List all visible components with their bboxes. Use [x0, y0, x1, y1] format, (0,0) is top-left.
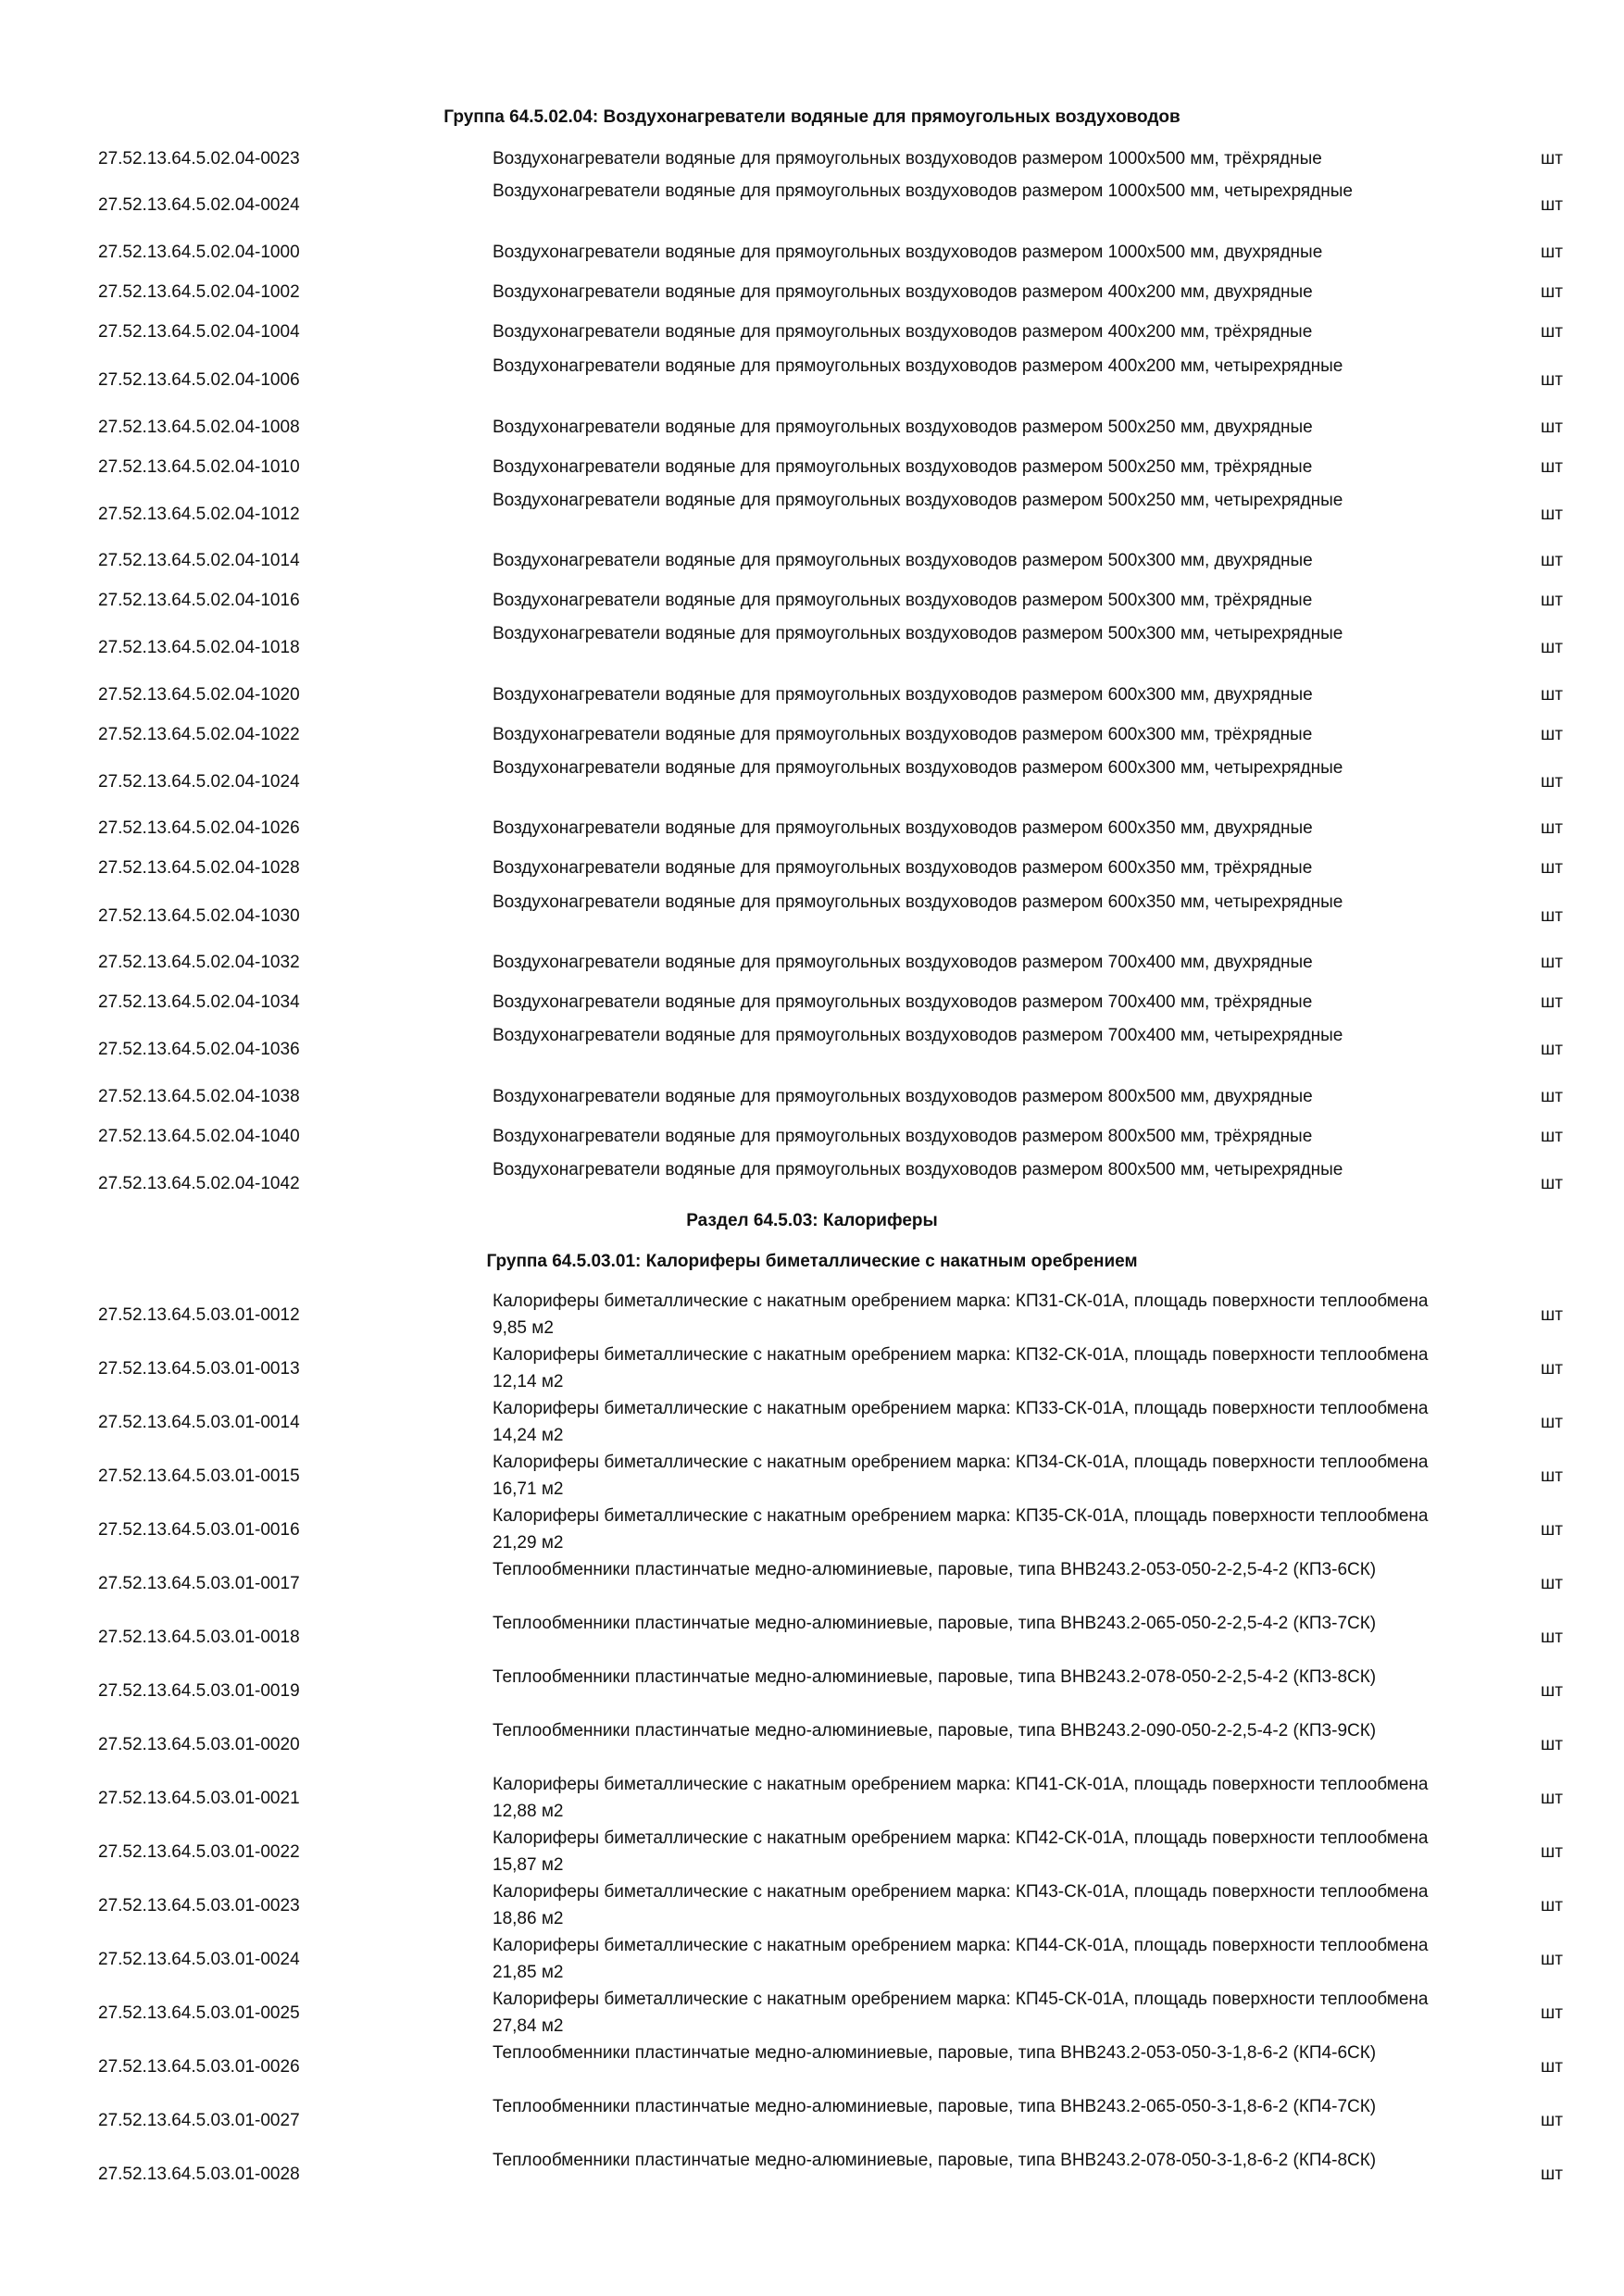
table-row — [0, 353, 1624, 406]
item-code: 27.52.13.64.5.03.01-0022 — [98, 1841, 300, 1862]
item-unit: шт — [1541, 1358, 1563, 1379]
item-code: 27.52.13.64.5.02.04-1018 — [98, 637, 300, 657]
item-unit: шт — [1541, 1573, 1563, 1593]
table-row — [0, 1503, 1624, 1556]
item-description: Воздухонагреватели водяные для прямоугольных воздуховодов размером 800x500 мм, четырехрядные — [493, 1160, 1343, 1179]
item-description: Теплообменники пластинчатые медно-алюминиевые, паровые, типа ВНВ243.2-090-050-2-2,5-4-2 (КП3-9СК) — [493, 1721, 1377, 1741]
item-code: 27.52.13.64.5.02.04-1024 — [98, 771, 300, 792]
table-row — [0, 1288, 1624, 1341]
table-row — [0, 1825, 1624, 1878]
table-row — [0, 2147, 1624, 2201]
item-code: 27.52.13.64.5.02.04-1042 — [98, 1173, 300, 1193]
item-code: 27.52.13.64.5.03.01-0012 — [98, 1304, 300, 1325]
table-row — [0, 487, 1624, 541]
item-description: Воздухонагреватели водяные для прямоугольных воздуховодов размером 500x250 мм, четырехрядные — [493, 491, 1343, 510]
item-code: 27.52.13.64.5.02.04-1038 — [98, 1087, 300, 1106]
item-code: 27.52.13.64.5.02.04-1006 — [98, 369, 300, 390]
item-description: Воздухонагреватели водяные для прямоугольных воздуховодов размером 1000x500 мм, четырехрядные — [493, 181, 1353, 201]
item-code: 27.52.13.64.5.03.01-0016 — [98, 1519, 300, 1540]
item-unit: шт — [1541, 1304, 1563, 1325]
item-code: 27.52.13.64.5.03.01-0028 — [98, 2164, 300, 2184]
item-description: Воздухонагреватели водяные для прямоугольных воздуховодов размером 600x300 мм, трёхрядные — [493, 725, 1313, 744]
item-unit: шт — [1541, 1087, 1563, 1106]
item-description: Калориферы биметаллические с накатным оребрением марка: КП44-СК-01А, площадь поверхности теплообмена 21,85 м2 — [493, 1936, 1429, 1982]
item-unit: шт — [1541, 1788, 1563, 1808]
item-unit: шт — [1541, 1127, 1563, 1146]
item-code: 27.52.13.64.5.03.01-0017 — [98, 1573, 300, 1593]
item-description: Воздухонагреватели водяные для прямоугольных воздуховодов размером 600x350 мм, двухрядные — [493, 818, 1313, 838]
table-row — [0, 587, 1624, 614]
item-description: Воздухонагреватели водяные для прямоугольных воздуховодов размером 800x500 мм, двухрядные — [493, 1087, 1313, 1106]
table-row — [0, 547, 1624, 574]
item-unit: шт — [1541, 637, 1563, 657]
item-code: 27.52.13.64.5.02.04-1034 — [98, 992, 300, 1012]
item-unit: шт — [1541, 551, 1563, 570]
item-unit: шт — [1541, 771, 1563, 792]
table-row — [0, 239, 1624, 266]
table-row — [0, 1083, 1624, 1110]
table-row — [0, 178, 1624, 231]
item-code: 27.52.13.64.5.03.01-0018 — [98, 1627, 300, 1647]
table-row — [0, 1932, 1624, 1986]
table-row — [0, 815, 1624, 842]
table-row — [0, 1986, 1624, 2040]
item-description: Воздухонагреватели водяные для прямоугольных воздуховодов размером 600x300 мм, четырехрядные — [493, 758, 1343, 778]
item-unit: шт — [1541, 1466, 1563, 1486]
item-description: Калориферы биметаллические с накатным оребрением марка: КП42-СК-01А, площадь поверхности теплообмена 15,87 м2 — [493, 1828, 1429, 1875]
table-row — [0, 318, 1624, 345]
table-row — [0, 721, 1624, 748]
item-description: Калориферы биметаллические с накатным оребрением марка: КП32-СК-01А, площадь поверхности теплообмена 12,14 м2 — [493, 1345, 1429, 1391]
item-code: 27.52.13.64.5.02.04-1032 — [98, 953, 300, 972]
item-description: Теплообменники пластинчатые медно-алюминиевые, паровые, типа ВНВ243.2-065-050-3-1,8-6-2 (КП4-7СК) — [493, 2097, 1377, 2116]
item-code: 27.52.13.64.5.03.01-0027 — [98, 2110, 300, 2130]
item-code: 27.52.13.64.5.03.01-0023 — [98, 1895, 300, 1915]
item-code: 27.52.13.64.5.02.04-1016 — [98, 591, 300, 610]
item-code: 27.52.13.64.5.03.01-0020 — [98, 1734, 300, 1754]
table-row — [0, 989, 1624, 1016]
item-unit: шт — [1541, 818, 1563, 838]
item-unit: шт — [1541, 1039, 1563, 1059]
item-description: Воздухонагреватели водяные для прямоугольных воздуховодов размером 500x250 мм, двухрядные — [493, 418, 1313, 437]
item-description: Теплообменники пластинчатые медно-алюминиевые, паровые, типа ВНВ243.2-078-050-3-1,8-6-2 (КП4-8СК) — [493, 2151, 1377, 2170]
item-description: Калориферы биметаллические с накатным оребрением марка: КП45-СК-01А, площадь поверхности теплообмена 27,84 м2 — [493, 1990, 1429, 2036]
item-description: Калориферы биметаллические с накатным оребрением марка: КП41-СК-01А, площадь поверхности теплообмена 12,88 м2 — [493, 1775, 1429, 1821]
table-row — [0, 279, 1624, 306]
table-row — [0, 1610, 1624, 1664]
item-unit: шт — [1541, 591, 1563, 610]
item-description: Теплообменники пластинчатые медно-алюминиевые, паровые, типа ВНВ243.2-053-050-2-2,5-4-2 (КП3-6СК) — [493, 1560, 1377, 1579]
item-unit: шт — [1541, 1173, 1563, 1193]
item-code: 27.52.13.64.5.03.01-0019 — [98, 1680, 300, 1701]
table-row — [0, 1664, 1624, 1717]
item-code: 27.52.13.64.5.02.04-1020 — [98, 685, 300, 705]
item-description: Воздухонагреватели водяные для прямоугольных воздуховодов размером 500x300 мм, двухрядные — [493, 551, 1313, 570]
item-description: Теплообменники пластинчатые медно-алюминиевые, паровые, типа ВНВ243.2-065-050-2-2,5-4-2 (КП3-7СК) — [493, 1614, 1377, 1633]
item-description: Теплообменники пластинчатые медно-алюминиевые, паровые, типа ВНВ243.2-078-050-2-2,5-4-2 (КП3-8СК) — [493, 1667, 1377, 1687]
item-description: Воздухонагреватели водяные для прямоугольных воздуховодов размером 600x350 мм, трёхрядные — [493, 858, 1313, 878]
table-row — [0, 1717, 1624, 1771]
item-description: Воздухонагреватели водяные для прямоугольных воздуховодов размером 600x350 мм, четырехрядные — [493, 892, 1343, 912]
item-description: Воздухонагреватели водяные для прямоугольных воздуховодов размером 800x500 мм, трёхрядные — [493, 1127, 1313, 1146]
item-unit: шт — [1541, 1519, 1563, 1540]
item-unit: шт — [1541, 149, 1563, 168]
table-row — [0, 620, 1624, 674]
table-row — [0, 2040, 1624, 2093]
item-code: 27.52.13.64.5.02.04-0023 — [98, 149, 300, 168]
item-unit: шт — [1541, 1895, 1563, 1915]
item-description: Воздухонагреватели водяные для прямоугольных воздуховодов размером 500x250 мм, трёхрядные — [493, 457, 1313, 477]
table-row — [0, 855, 1624, 881]
item-unit: шт — [1541, 369, 1563, 390]
item-code: 27.52.13.64.5.03.01-0026 — [98, 2056, 300, 2077]
item-code: 27.52.13.64.5.02.04-0024 — [98, 194, 300, 215]
item-code: 27.52.13.64.5.02.04-1040 — [98, 1127, 300, 1146]
table-row — [0, 681, 1624, 708]
item-description: Воздухонагреватели водяные для прямоугольных воздуховодов размером 1000x500 мм, трёхрядные — [493, 149, 1322, 168]
item-unit: шт — [1541, 858, 1563, 878]
item-code: 27.52.13.64.5.02.04-1036 — [98, 1039, 300, 1059]
item-description: Воздухонагреватели водяные для прямоугольных воздуховодов размером 1000x500 мм, двухрядные — [493, 243, 1323, 262]
item-description: Воздухонагреватели водяные для прямоугольных воздуховодов размером 400x200 мм, двухрядные — [493, 282, 1313, 302]
table-row — [0, 1156, 1624, 1210]
item-code: 27.52.13.64.5.03.01-0015 — [98, 1466, 300, 1486]
item-unit: шт — [1541, 418, 1563, 437]
group-heading-64-5-03-01: Группа 64.5.03.01: Калориферы биметаллические с накатным оребрением — [486, 1252, 1138, 1271]
item-code: 27.52.13.64.5.03.01-0013 — [98, 1358, 300, 1379]
item-unit: шт — [1541, 1734, 1563, 1754]
item-unit: шт — [1541, 282, 1563, 302]
item-description: Воздухонагреватели водяные для прямоугольных воздуховодов размером 500x300 мм, четырехрядные — [493, 624, 1343, 643]
item-code: 27.52.13.64.5.02.04-1000 — [98, 243, 300, 262]
item-unit: шт — [1541, 1680, 1563, 1701]
item-unit: шт — [1541, 685, 1563, 705]
item-description: Калориферы биметаллические с накатным оребрением марка: КП31-СК-01А, площадь поверхности теплообмена 9,85 м2 — [493, 1292, 1429, 1338]
item-code: 27.52.13.64.5.03.01-0021 — [98, 1788, 300, 1808]
item-code: 27.52.13.64.5.02.04-1022 — [98, 725, 300, 744]
item-description: Калориферы биметаллические с накатным оребрением марка: КП43-СК-01А, площадь поверхности теплообмена 18,86 м2 — [493, 1882, 1429, 1928]
item-unit: шт — [1541, 243, 1563, 262]
table-row — [0, 1878, 1624, 1932]
item-description: Воздухонагреватели водяные для прямоугольных воздуховодов размером 400x200 мм, трёхрядные — [493, 322, 1313, 342]
item-unit: шт — [1541, 504, 1563, 524]
item-unit: шт — [1541, 1841, 1563, 1862]
item-description: Воздухонагреватели водяные для прямоугольных воздуховодов размером 700x400 мм, четырехрядные — [493, 1026, 1343, 1045]
item-code: 27.52.13.64.5.02.04-1010 — [98, 457, 300, 477]
item-code: 27.52.13.64.5.02.04-1004 — [98, 322, 300, 342]
item-description: Калориферы биметаллические с накатным оребрением марка: КП33-СК-01А, площадь поверхности теплообмена 14,24 м2 — [493, 1399, 1429, 1445]
item-code: 27.52.13.64.5.02.04-1002 — [98, 282, 300, 302]
table-row — [0, 1556, 1624, 1610]
item-description: Теплообменники пластинчатые медно-алюминиевые, паровые, типа ВНВ243.2-053-050-3-1,8-6-2 (КП4-6СК) — [493, 2043, 1377, 2063]
table-row — [0, 1449, 1624, 1503]
group-heading-64-5-02-04: Группа 64.5.02.04: Воздухонагреватели водяные для прямоугольных воздуховодов — [443, 107, 1181, 127]
item-unit: шт — [1541, 322, 1563, 342]
table-row — [0, 1341, 1624, 1395]
item-unit: шт — [1541, 992, 1563, 1012]
item-code: 27.52.13.64.5.03.01-0014 — [98, 1412, 300, 1432]
item-description: Калориферы биметаллические с накатным оребрением марка: КП34-СК-01А, площадь поверхности теплообмена 16,71 м2 — [493, 1453, 1429, 1499]
item-code: 27.52.13.64.5.02.04-1012 — [98, 504, 300, 524]
item-description: Воздухонагреватели водяные для прямоугольных воздуховодов размером 700x400 мм, трёхрядные — [493, 992, 1313, 1012]
item-unit: шт — [1541, 194, 1563, 215]
item-unit: шт — [1541, 457, 1563, 477]
item-description: Воздухонагреватели водяные для прямоугольных воздуховодов размером 500x300 мм, трёхрядные — [493, 591, 1313, 610]
item-code: 27.52.13.64.5.02.04-1028 — [98, 858, 300, 878]
item-unit: шт — [1541, 1627, 1563, 1647]
table-row — [0, 1771, 1624, 1825]
item-unit: шт — [1541, 2056, 1563, 2077]
item-unit: шт — [1541, 953, 1563, 972]
item-code: 27.52.13.64.5.02.04-1014 — [98, 551, 300, 570]
item-unit: шт — [1541, 2110, 1563, 2130]
section-heading-64-5-03: Раздел 64.5.03: Калориферы — [686, 1211, 938, 1230]
table-row — [0, 454, 1624, 480]
item-unit: шт — [1541, 2003, 1563, 2023]
item-description: Воздухонагреватели водяные для прямоугольных воздуховодов размером 600x300 мм, двухрядные — [493, 685, 1313, 705]
item-unit: шт — [1541, 2164, 1563, 2184]
item-description: Воздухонагреватели водяные для прямоугольных воздуховодов размером 400x200 мм, четырехрядные — [493, 356, 1343, 376]
table-row — [0, 949, 1624, 976]
item-code: 27.52.13.64.5.02.04-1008 — [98, 418, 300, 437]
item-unit: шт — [1541, 905, 1563, 926]
table-row — [0, 1395, 1624, 1449]
item-unit: шт — [1541, 725, 1563, 744]
table-row — [0, 1022, 1624, 1076]
table-row — [0, 1123, 1624, 1150]
item-description: Воздухонагреватели водяные для прямоугольных воздуховодов размером 700x400 мм, двухрядные — [493, 953, 1313, 972]
item-code: 27.52.13.64.5.03.01-0024 — [98, 1949, 300, 1969]
table-row — [0, 2093, 1624, 2147]
item-code: 27.52.13.64.5.02.04-1026 — [98, 818, 300, 838]
item-code: 27.52.13.64.5.02.04-1030 — [98, 905, 300, 926]
item-unit: шт — [1541, 1412, 1563, 1432]
table-row — [0, 414, 1624, 441]
item-unit: шт — [1541, 1949, 1563, 1969]
table-row — [0, 145, 1624, 172]
table-row — [0, 889, 1624, 942]
item-code: 27.52.13.64.5.03.01-0025 — [98, 2003, 300, 2023]
table-row — [0, 755, 1624, 808]
item-description: Калориферы биметаллические с накатным оребрением марка: КП35-СК-01А, площадь поверхности теплообмена 21,29 м2 — [493, 1506, 1429, 1553]
